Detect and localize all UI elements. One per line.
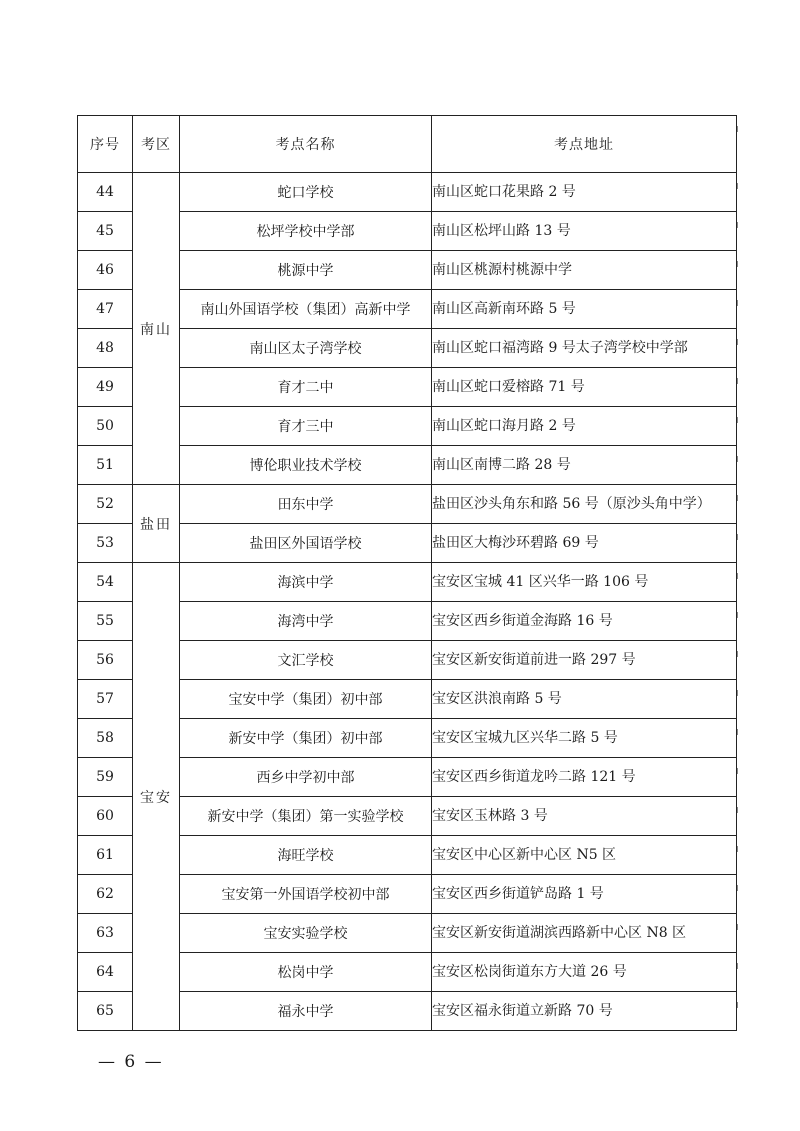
table-row [78, 173, 737, 212]
site-name: 博伦职业技术学校 [180, 446, 432, 485]
site-name: 南山区太子湾学校 [180, 329, 432, 368]
table-body [78, 173, 737, 1031]
site-name: 育才二中 [180, 368, 432, 407]
margin-tick [737, 573, 742, 579]
site-address: 南山区蛇口海月路 2 号 [432, 407, 737, 446]
margin-tick [737, 651, 742, 657]
site-name: 南山外国语学校（集团）高新中学 [180, 290, 432, 329]
site-name: 盐田区外国语学校 [180, 524, 432, 563]
margin-tick [737, 1002, 742, 1008]
row-number: 46 [78, 251, 133, 290]
site-name: 西乡中学初中部 [180, 758, 432, 797]
site-name: 育才三中 [180, 407, 432, 446]
row-number: 59 [78, 758, 133, 797]
district-cell: 南山 [133, 173, 180, 485]
site-address: 宝安区松岗街道东方大道 26 号 [432, 953, 737, 992]
row-number: 45 [78, 212, 133, 251]
site-name: 福永中学 [180, 992, 432, 1031]
site-address: 南山区高新南环路 5 号 [432, 290, 737, 329]
site-address: 宝安区宝城九区兴华二路 5 号 [432, 719, 737, 758]
site-name: 新安中学（集团）第一实验学校 [180, 797, 432, 836]
row-number: 61 [78, 836, 133, 875]
row-number: 54 [78, 563, 133, 602]
table-header-row [78, 116, 737, 173]
row-number: 47 [78, 290, 133, 329]
margin-tick [737, 534, 742, 540]
site-name: 宝安第一外国语学校初中部 [180, 875, 432, 914]
row-number: 57 [78, 680, 133, 719]
site-name: 松岗中学 [180, 953, 432, 992]
row-number: 58 [78, 719, 133, 758]
row-number: 63 [78, 914, 133, 953]
margin-tick [737, 612, 742, 618]
header-district: 考区 [133, 116, 180, 173]
site-name: 桃源中学 [180, 251, 432, 290]
site-name: 田东中学 [180, 485, 432, 524]
row-number: 53 [78, 524, 133, 563]
site-name: 文汇学校 [180, 641, 432, 680]
site-name: 蛇口学校 [180, 173, 432, 212]
site-address: 宝安区宝城 41 区兴华一路 106 号 [432, 563, 737, 602]
site-address: 宝安区西乡街道龙吟二路 121 号 [432, 758, 737, 797]
row-number: 62 [78, 875, 133, 914]
site-address: 宝安区玉林路 3 号 [432, 797, 737, 836]
row-number: 60 [78, 797, 133, 836]
site-address: 宝安区新安街道湖滨西路新中心区 N8 区 [432, 914, 737, 953]
row-number: 50 [78, 407, 133, 446]
site-address: 南山区桃源村桃源中学 [432, 251, 737, 290]
row-number: 49 [78, 368, 133, 407]
margin-tick [737, 807, 742, 813]
row-number: 51 [78, 446, 133, 485]
margin-tick [737, 690, 742, 696]
margin-tick [737, 456, 742, 462]
site-address: 宝安区中心区新中心区 N5 区 [432, 836, 737, 875]
margin-tick [737, 729, 742, 735]
table-row [78, 485, 737, 524]
row-number: 64 [78, 953, 133, 992]
header-name: 考点名称 [180, 116, 432, 173]
site-name: 松坪学校中学部 [180, 212, 432, 251]
district-cell: 盐田 [133, 485, 180, 563]
margin-tick [737, 885, 742, 891]
site-name: 宝安实验学校 [180, 914, 432, 953]
site-name: 海滨中学 [180, 563, 432, 602]
site-address: 南山区蛇口爱榕路 71 号 [432, 368, 737, 407]
margin-tick [737, 417, 742, 423]
site-address: 宝安区新安街道前进一路 297 号 [432, 641, 737, 680]
site-address: 盐田区沙头角东和路 56 号（原沙头角中学） [432, 485, 737, 524]
site-name: 新安中学（集团）初中部 [180, 719, 432, 758]
site-address: 宝安区福永街道立新路 70 号 [432, 992, 737, 1031]
site-address: 宝安区西乡街道铲岛路 1 号 [432, 875, 737, 914]
row-number: 44 [78, 173, 133, 212]
row-number: 52 [78, 485, 133, 524]
exam-site-table [77, 115, 737, 1031]
margin-tick [737, 924, 742, 930]
margin-tick [737, 768, 742, 774]
row-number: 56 [78, 641, 133, 680]
site-address: 盐田区大梅沙环碧路 69 号 [432, 524, 737, 563]
row-number: 55 [78, 602, 133, 641]
margin-tick [737, 222, 742, 228]
margin-tick [737, 339, 742, 345]
margin-tick [737, 126, 742, 132]
site-name: 宝安中学（集团）初中部 [180, 680, 432, 719]
margin-tick [737, 378, 742, 384]
row-number: 65 [78, 992, 133, 1031]
site-address: 宝安区洪浪南路 5 号 [432, 680, 737, 719]
margin-tick [737, 300, 742, 306]
margin-tick [737, 183, 742, 189]
row-number: 48 [78, 329, 133, 368]
site-address: 宝安区西乡街道金海路 16 号 [432, 602, 737, 641]
margin-tick [737, 261, 742, 267]
site-address: 南山区蛇口花果路 2 号 [432, 173, 737, 212]
page-number: — 6 — [98, 1052, 164, 1072]
header-address: 考点地址 [432, 116, 737, 173]
margin-tick [737, 846, 742, 852]
margin-tick [737, 495, 742, 501]
site-name: 海旺学校 [180, 836, 432, 875]
site-address: 南山区南博二路 28 号 [432, 446, 737, 485]
site-address: 南山区松坪山路 13 号 [432, 212, 737, 251]
margin-tick [737, 963, 742, 969]
site-address: 南山区蛇口福湾路 9 号太子湾学校中学部 [432, 329, 737, 368]
header-no: 序号 [78, 116, 133, 173]
site-name: 海湾中学 [180, 602, 432, 641]
district-cell: 宝安 [133, 563, 180, 1031]
table-row [78, 563, 737, 602]
